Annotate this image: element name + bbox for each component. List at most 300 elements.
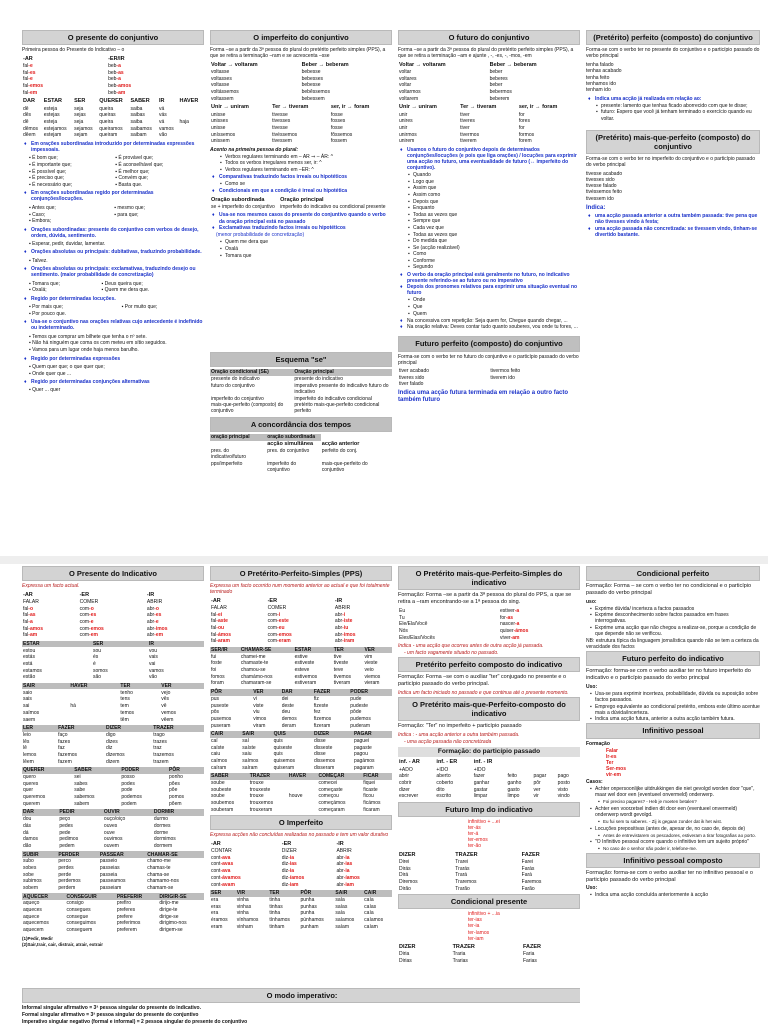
mais-que-perfeito-column [396, 566, 582, 1016]
table-cell: fal-ei [211, 611, 223, 618]
header-cell: CONSEGUIR [65, 893, 115, 900]
header-cell: Beber → beberam [301, 61, 349, 68]
table-header-row [210, 196, 392, 203]
header-cell: SER [92, 641, 148, 648]
table-cell: podem [121, 800, 137, 807]
bullet-passado: ♦ Usa-se nos mesmos casos do presente do conjuntivo quando o verbo da oração principal está no passado [212, 212, 392, 224]
table-header-row [22, 767, 204, 774]
table-cell: ficaste [363, 786, 378, 793]
verb-block-table [22, 809, 204, 849]
table-header-row [398, 944, 580, 951]
table-cell [489, 381, 580, 388]
table-row [210, 138, 392, 145]
header-cell: -IR [146, 591, 155, 598]
table-cell: sejas [74, 112, 86, 119]
table-header-row [210, 647, 392, 654]
table-cell: abr-ias [336, 861, 353, 868]
header-cell: SAIR [334, 890, 363, 897]
table-cell: quero [23, 774, 36, 781]
table-row [22, 667, 204, 674]
mqp-composto-usage-2: - uma acção passada não concretizada [404, 739, 492, 746]
section-title: O presente do conjuntivo [22, 30, 204, 45]
ending-text: -ia [288, 868, 295, 875]
table-cell: diz-ias [281, 861, 297, 868]
table-cell: ouve [103, 829, 115, 836]
table-cell: aquecem [23, 927, 44, 934]
table-cell: tiver falado [399, 381, 424, 388]
infinitivo-composto-formation: Formação: forma-se com o verbo auxiliar ter no infinitivo pessoal e o particípio passado do verbo principal [586, 869, 753, 883]
table-cell: viste [253, 702, 264, 709]
header-cell: DAR [281, 689, 313, 696]
table-cell: esteja [43, 105, 58, 112]
table-header-row [398, 759, 580, 766]
table-cell: abrir [399, 773, 410, 780]
table-cell: puseram [211, 722, 231, 729]
ending-item: ter-emos [468, 837, 488, 844]
table-cell: saibamos [130, 125, 152, 132]
table-row [22, 632, 204, 639]
list-item: ▪ Indica uma acção concluída anteriormente à acção [588, 892, 760, 898]
table-cell: preferes [116, 907, 136, 914]
verb-block-table [210, 647, 392, 687]
table-header-row [398, 61, 580, 68]
table-row [22, 732, 204, 739]
table-cell: saía [335, 910, 345, 917]
header-cell: SAIR [241, 731, 272, 738]
table-cell: saías [335, 903, 348, 910]
table-row [22, 703, 204, 710]
list-item: ▪ Exprime dúvida/ incerteza a factos passados [588, 606, 760, 612]
list-item: ▪ Assim como [406, 192, 580, 198]
section-title: Condicional perfeito [586, 566, 760, 581]
casos-list [588, 786, 760, 852]
list-item: ▪ Como [406, 251, 580, 257]
table-row [22, 647, 204, 654]
table-cell: abr-iam [336, 881, 354, 888]
infinitive-form: Ser-mos [606, 765, 627, 772]
table-cell: ▪ Embora; [29, 218, 52, 225]
table-cell: fosses [330, 118, 346, 125]
table-cell: era [211, 896, 219, 903]
table-cell: consegue [66, 913, 89, 920]
table-cell: saíram [242, 764, 258, 771]
table-cell: imperfeito do conjuntivo [267, 460, 297, 474]
table-cell: cont-avam [211, 881, 235, 888]
table-cell: mais-que-perfeito (composto) do conjuntivo [211, 402, 284, 415]
ending-text: -em [154, 632, 164, 639]
table-cell: ficámos [363, 800, 381, 807]
infinitive-form: Falar [606, 747, 618, 754]
verbs-table-1 [398, 61, 580, 102]
table-cell: saímos [242, 758, 259, 765]
table-row [22, 927, 204, 934]
table-cell: traz [153, 745, 162, 752]
table-cell: ▪ É necessário que; [29, 181, 73, 188]
table-cell: esteja [43, 118, 58, 125]
cond-presente-endings [468, 911, 580, 941]
list-item: ▪ Usa-se para exprimir incerteza, probabilidade, dúvida ou suposição sobre factos passados. [588, 691, 760, 703]
usage-list [588, 96, 760, 102]
table-cell: ouvimos [103, 836, 123, 843]
table-cell: formos [518, 131, 535, 138]
table-cell: quiseram [273, 764, 295, 771]
sub-list [596, 799, 760, 804]
uso-list [588, 606, 760, 637]
table-cell: for-as [500, 614, 514, 621]
table-cell: fosse [330, 125, 343, 132]
table-header-row [210, 890, 392, 897]
table-cell: pude [350, 695, 362, 702]
verbs-table-2 [210, 104, 392, 145]
table-row [22, 829, 204, 836]
table-cell: ▪ Deus queira que; [101, 280, 143, 287]
usage-bullet [24, 296, 204, 302]
table-cell: visto [557, 786, 568, 793]
futuro-perfeito-table [398, 368, 580, 388]
table-header-row [210, 689, 392, 696]
table-row [210, 702, 392, 709]
table-cell: tens [120, 696, 130, 703]
table-row [398, 131, 580, 138]
table-cell: CONTAR [211, 848, 232, 855]
table-cell: unissem [211, 138, 230, 145]
table-cell: diz-íamos [281, 874, 305, 881]
table-cell: tenho [120, 689, 133, 696]
table-cell: voltassem [211, 95, 234, 102]
table-cell: põe [169, 787, 178, 794]
table-cell: ▪ Por muito que; [121, 304, 158, 311]
bullet-text: ♦ Orações absolutas ou principais: exclamativas, traduzindo desejo ou sentimento. (maior probabilidade de concretização) [24, 266, 204, 278]
header-cell: ESTAR [294, 647, 333, 654]
imperativo-section [20, 988, 580, 1024]
table-cell: consigo [66, 900, 84, 907]
table-cell [288, 800, 318, 807]
header-cell: DIZER [105, 725, 152, 732]
table-row [210, 131, 392, 138]
table-header-row [210, 597, 392, 604]
imperativo-line-2: Formal singular afirmativo = 3ª pessoa singular do presente do conjuntivo [22, 1012, 199, 1019]
table-cell: conseguem [66, 927, 93, 934]
table-cell: Farias [522, 958, 537, 965]
presente-indicativo-column [20, 566, 206, 1016]
table-cell: tem [120, 703, 129, 710]
table-cell [205, 241, 206, 248]
table-row [210, 395, 392, 402]
table-row [398, 374, 580, 381]
header-cell: Beber → beberam [489, 61, 537, 68]
table-cell [69, 696, 119, 703]
header-cell: SABER [73, 767, 120, 774]
table-cell: Farás [521, 865, 535, 872]
table-cell: tive [333, 653, 342, 660]
table-row [22, 76, 204, 83]
sub-list-item: ▪ Antes de entrevistarem os pescadores, estiveram a tirar fotografias ao porto. [596, 833, 760, 838]
table-cell: vi [253, 695, 257, 702]
table-cell: preferem [116, 927, 137, 934]
sub-list-item: ▪ Foi preciso pagares? - Heb je moeten betalen? [596, 799, 760, 804]
table-cell: eram [211, 923, 223, 930]
header-cell: QUERER [99, 98, 123, 105]
table-cell: caí [211, 737, 218, 744]
table-cell: dê [23, 118, 29, 125]
header-cell: SABER [210, 773, 249, 780]
futuro-imp-title: Futuro Imp do indicativo [398, 802, 580, 817]
table-cell: voltássemos [211, 88, 239, 95]
nb-text: NB: estrutura típica da linguagem jornalística quando não se tem a certeza da veracidade dos factos [586, 638, 759, 651]
usage-bullet [24, 319, 204, 331]
table-cell: se + imperfeito do conjuntivo [211, 204, 275, 211]
table-row [398, 793, 580, 800]
table-header-row [22, 641, 204, 648]
example-item: tenha falado [586, 62, 614, 69]
table-row [22, 900, 204, 907]
table-cell: dirigimo-nos [159, 920, 187, 927]
ending-item: ter-ão [468, 843, 482, 850]
formation-text: Forma –se a partir da 3ª pessoa do plural do pretérito perfeito simples (PPS), a que se retira a terminação –am e ajunte , -, -es, -, -mos, -em [398, 47, 574, 60]
futuro-perfeito-title: Futuro perfeito (composto) do conjuntivo [398, 336, 580, 351]
table-cell: ▪ É melhor que; [115, 168, 150, 175]
table-cell: vindo [557, 793, 570, 800]
ending-text: -am [28, 632, 38, 639]
table-row [28, 175, 206, 182]
table-cell: passeias [99, 864, 120, 871]
example-item: tivesse falado [586, 183, 617, 190]
concordancia-title: A concordância dos tempos [210, 417, 392, 432]
table-row [22, 738, 204, 745]
table-cell: sobe [23, 871, 34, 878]
table-row [28, 287, 206, 294]
table-cell: tinhas [269, 903, 283, 910]
list-item: ▪ Assim que [406, 185, 580, 191]
table-row [28, 211, 206, 218]
ending-text: -eram [277, 638, 291, 645]
section-title: (Pretérito) perfeito (composto) do conjuntivo [586, 30, 760, 45]
table-cell: abr-ia [336, 868, 350, 875]
table-header-row [210, 434, 392, 441]
header-cell: acção anterior [321, 440, 360, 447]
table-cell: passeamos [99, 878, 126, 885]
table-cell: abr-o [146, 605, 159, 612]
table-row [210, 75, 392, 82]
section-title: O Pretérito-Perfeito-Simples (PPS) [210, 566, 392, 581]
table-cell: estás [23, 654, 35, 661]
usage-bullet [24, 190, 204, 202]
table-cell: consegues [66, 907, 91, 914]
table-row [22, 716, 204, 723]
table-cell: veio [364, 667, 374, 674]
perfeito-composto-formation: Formação: Forma –se com o auxiliar "ter" conjugado no presente e o particípio passado do verbo principal. [398, 674, 567, 688]
table-cell: é [92, 661, 96, 668]
table-cell: trouxemos [249, 800, 274, 807]
table-cell: deu [281, 709, 291, 716]
header-cell: DIRIGIR-SE [158, 893, 204, 900]
table-cell: gasto [507, 786, 520, 793]
list-item: ▪ Todas as vezes que [406, 212, 580, 218]
table-cell: tiver [460, 125, 470, 132]
mqp-composto-usage-1: Indica : - uma acção anterior a outra também passada. [398, 731, 520, 738]
table-row [210, 448, 392, 461]
table-cell: caíram [211, 764, 227, 771]
infinitive-form: Ir-es [606, 753, 617, 760]
infinitivo-pessoal-title: Infinitivo pessoal [586, 723, 760, 738]
table-cell: Trarei [455, 858, 469, 865]
example-item: tivesse acabado [586, 171, 623, 178]
header-cell: SER [74, 98, 86, 105]
table-cell: queira [99, 105, 114, 112]
table-cell: ▪ É importante que; [29, 161, 72, 168]
table-cell: fossem [330, 138, 347, 145]
table-cell: pode [121, 787, 133, 794]
table-cell: dês [23, 112, 32, 119]
ending-text: -as [505, 614, 514, 621]
ending-text: -imos [342, 631, 356, 638]
header-cell: acção simultânea [267, 440, 314, 447]
ending-text: -am [510, 634, 520, 641]
table-cell: puderam [350, 722, 370, 729]
table-cell: fizemos [313, 715, 332, 722]
mqp-composto-title: O Pretérito mais-que-Perfeito-composto do indicativo [398, 697, 580, 721]
table-row [22, 125, 204, 132]
table-cell: trago [153, 731, 165, 738]
table-cell: ▪ Convém que; [115, 175, 149, 182]
table-header-row [398, 851, 580, 858]
pps-column [208, 566, 394, 1016]
sub-list [596, 846, 760, 851]
table-cell: vieste [364, 660, 378, 667]
table-cell: faz [58, 745, 65, 752]
table-cell: pretérito mais-que-perfeito condicional perfeito [294, 402, 380, 415]
bullet-conjuncoes: ♦ Usamos o futuro do conjuntivo depois de determinados conjunções/locuções (e pois que liga orações) / locuções para exprimir uma acção no futuro, uma eventualidade de futuro (↔ imperfeito do conjuntivo). [400, 147, 580, 171]
table-row [210, 875, 392, 882]
table-row [28, 162, 206, 169]
formation-text: Forma –se a partir da 3ª pessoa do plural do pretérito perfeito simples (PPS), a que se retira a terminação –ram e se acrescenta –sse [210, 47, 386, 60]
header-cell: Unir → uniram [399, 104, 437, 111]
table-cell: tinham [269, 923, 285, 930]
ending-item: infinitivo + ...ia [468, 911, 500, 918]
table-cell: subo [23, 858, 34, 865]
table-cell: Faria [522, 951, 535, 958]
table-row [22, 599, 204, 606]
table-row [210, 95, 392, 102]
table-cell: ouço/oiço [103, 816, 126, 823]
header-cell: -AR [211, 597, 221, 604]
table-cell: éramos [211, 916, 228, 923]
accent-title: Acento na primeira pessoa do plural: [210, 146, 299, 153]
table-cell: bebermos [489, 88, 512, 95]
table-header-row [210, 731, 392, 738]
table-cell: fal-es [23, 69, 36, 76]
table-cell: pudemos [350, 715, 371, 722]
table-cell: beb-a [108, 62, 121, 69]
table-cell: unirmos [399, 131, 417, 138]
table-cell: com-emos [267, 631, 292, 638]
table-cell [194, 258, 206, 265]
header-cell: -IR [334, 597, 343, 604]
formation-text: Formação: Forma –se a partir da 3ª pessoa do plural do PPS, a que se retira a –ram encontrando-se a 1ª pessoa do sing. [398, 592, 572, 605]
futuro-perfeito-title: Futuro perfeito do indicativo [586, 651, 760, 666]
table-row [398, 628, 580, 635]
table-cell: com-i [267, 611, 281, 618]
list-item: ▪ Verbos regulares terminando em –ER: ^ [218, 167, 392, 173]
table-cell: Dirão [399, 885, 411, 892]
infinitive-form: vir-em [606, 772, 622, 779]
bullet-pronomes: ♦ Depois dos pronomes relativos para exprimir uma situação eventual no futuro [400, 284, 580, 296]
table-cell: abr-ia [336, 854, 350, 861]
table-row [22, 625, 204, 632]
table-cell: trazem [153, 758, 169, 765]
table-row [398, 621, 580, 628]
header-cell: inf. - ER [436, 759, 458, 766]
table-cell: Nós [399, 628, 408, 635]
header-cell: TRAZER [249, 773, 288, 780]
table-row [22, 858, 204, 865]
ending-text: -ia [288, 854, 295, 861]
table-row [210, 917, 392, 924]
bullet-exclamativas: ♦ Exclamativas traduzindo factos irreais ou hipotéticos [212, 225, 392, 231]
table-cell: ▪ Temos que comprar um bilhete que tenha o nº sete. [29, 333, 147, 340]
table-cell: unisses [211, 118, 228, 125]
table-cell: vás [159, 112, 167, 119]
table-row [210, 660, 392, 667]
condicionais-text: Condicionais em que a condição é irreal ou hipotética [219, 188, 348, 195]
table-cell: ▪ É bom que; [29, 155, 58, 162]
sub-table [28, 364, 206, 377]
table-row [398, 95, 580, 102]
table-cell: viemos [364, 673, 381, 680]
table-cell: Fará [521, 872, 532, 879]
table-cell: somos [92, 667, 108, 674]
ending-text: -iam [343, 881, 354, 888]
table-cell: começaste [318, 786, 343, 793]
mais-que-perfeito-title: (Pretérito) mais-que-perfeito (composto) do conjuntivo [586, 130, 760, 154]
ending-text: -o [28, 605, 34, 612]
table-cell: diz [106, 745, 113, 752]
table-cell: fal-e [23, 76, 33, 83]
table-cell: +ADO [399, 766, 413, 773]
sub-list-item: ▪ No caso de o senhor não poder ir, telefone-me. [596, 846, 760, 851]
table-cell: vão [159, 132, 168, 139]
table-row [398, 766, 580, 773]
table-row [22, 823, 204, 830]
table-cell: pagámos [353, 758, 375, 765]
table-cell: abr-es [146, 612, 162, 619]
mqp-usage-list [588, 213, 760, 238]
table-cell: trouxe [249, 780, 264, 787]
table-cell: abr-e [146, 618, 159, 625]
table-cell: chamaram-se [240, 680, 272, 687]
table-row [398, 634, 580, 641]
table-cell: quiser-ámos [500, 628, 529, 635]
table-cell: voltasses [211, 75, 232, 82]
table-row [210, 667, 392, 674]
usage-bullet [24, 379, 204, 385]
table-cell: com-eram [267, 638, 291, 645]
table-cell: punhas [300, 903, 317, 910]
conditional-table [210, 196, 392, 210]
table-row [22, 112, 204, 119]
table-cell: ficaram [363, 806, 380, 813]
header-cell: AQUECER [22, 893, 65, 900]
ending-item: ter-ias [468, 917, 482, 924]
sub-table [28, 241, 206, 248]
table-row [210, 758, 392, 765]
table-cell: ▪ Quem quer que; o que quer que; [29, 363, 105, 370]
table-cell: sejam [74, 132, 88, 139]
table-cell: caímos [211, 758, 228, 765]
table-cell: ▪ É provável que; [115, 155, 154, 162]
table-cell: abr-i [334, 611, 346, 618]
table-cell: beberes [489, 75, 508, 82]
